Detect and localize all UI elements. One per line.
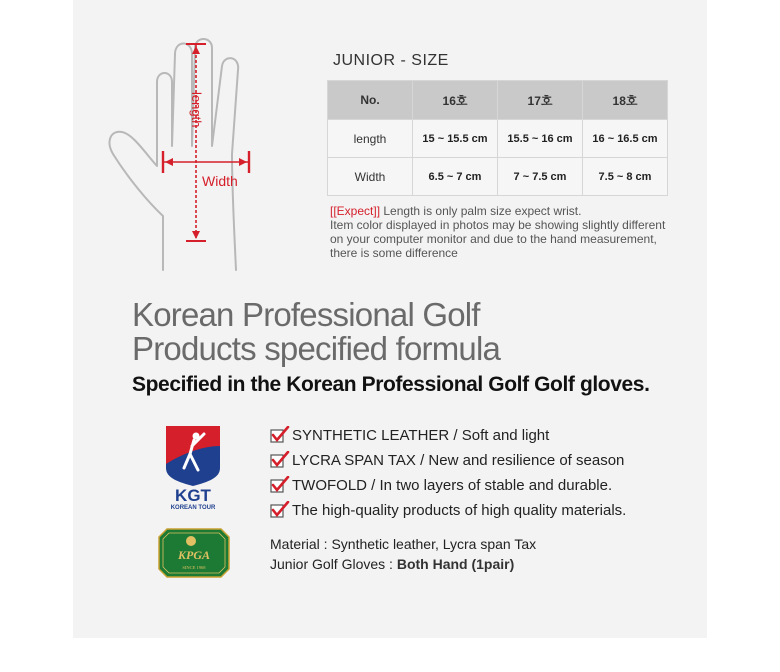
table-header-row (328, 81, 668, 120)
hand-measurement-diagram (100, 30, 270, 280)
kpga-logo (155, 527, 233, 579)
header-no: No. (328, 81, 413, 120)
header-size-16: 16호 (413, 81, 498, 120)
headline (132, 298, 500, 366)
size-note (330, 204, 680, 260)
note-line-1: Length is only palm size expect wrist. (383, 204, 582, 218)
subheadline: Specified in the Korean Professional Golf Golf gloves. (132, 373, 650, 396)
feature-text: TWOFOLD / In two layers of stable and durable. (292, 477, 613, 494)
list-item (270, 449, 626, 474)
row-label-width: Width (328, 158, 413, 196)
list-item (270, 474, 626, 499)
kpga-logo-subtext: SINCE 1968 (182, 565, 206, 570)
table-cell: 7 ~ 7.5 cm (498, 158, 583, 196)
checkbox-checked-icon (270, 476, 290, 494)
table-cell: 7.5 ~ 8 cm (583, 158, 668, 196)
row-label-length: length (328, 120, 413, 158)
list-item (270, 424, 626, 449)
feature-text: LYCRA SPAN TAX / New and resilience of season (292, 452, 625, 469)
table-row (328, 158, 668, 196)
header-size-17: 17호 (498, 81, 583, 120)
feature-text: The high-quality products of high quality materials. (292, 502, 627, 519)
material-label: Material : (270, 536, 332, 552)
table-cell: 6.5 ~ 7 cm (413, 158, 498, 196)
material-row (270, 534, 536, 554)
gloves-row (270, 554, 536, 574)
length-label: length (189, 92, 204, 128)
material-value: Synthetic leather, Lycra span Tax (331, 536, 537, 552)
checkbox-checked-icon (270, 501, 290, 519)
headline-line-2: Products specified formula (132, 330, 501, 367)
table-cell: 15.5 ~ 16 cm (498, 120, 583, 158)
table-cell: 15 ~ 15.5 cm (413, 120, 498, 158)
feature-text: SYNTHETIC LEATHER / Soft and light (292, 427, 550, 444)
checkbox-checked-icon (270, 426, 290, 444)
table-row (328, 120, 668, 158)
expect-tag: [[Expect]] (330, 204, 381, 218)
width-label: Width (202, 173, 238, 189)
table-cell: 16 ~ 16.5 cm (583, 120, 668, 158)
note-line-2: Item color displayed in photos may be showing slightly different on your computer monitor and due to the hand measurement, there is some difference (330, 218, 666, 260)
headline-line-1: Korean Professional Golf (132, 296, 480, 333)
size-chart-table (327, 80, 668, 196)
header-size-18: 18호 (583, 81, 668, 120)
kgt-logo-subtext: KOREAN TOUR (170, 505, 216, 510)
checkbox-checked-icon (270, 451, 290, 469)
list-item (270, 499, 626, 524)
kgt-logo-text: KGT (175, 486, 211, 505)
kgt-logo (160, 424, 226, 510)
material-info (270, 534, 536, 574)
size-chart-title: JUNIOR - SIZE (333, 52, 449, 69)
gloves-label: Junior Golf Gloves : (270, 556, 397, 572)
kpga-logo-text: KPGA (177, 548, 211, 562)
feature-list (270, 424, 626, 524)
gloves-value: Both Hand (1pair) (396, 556, 515, 572)
